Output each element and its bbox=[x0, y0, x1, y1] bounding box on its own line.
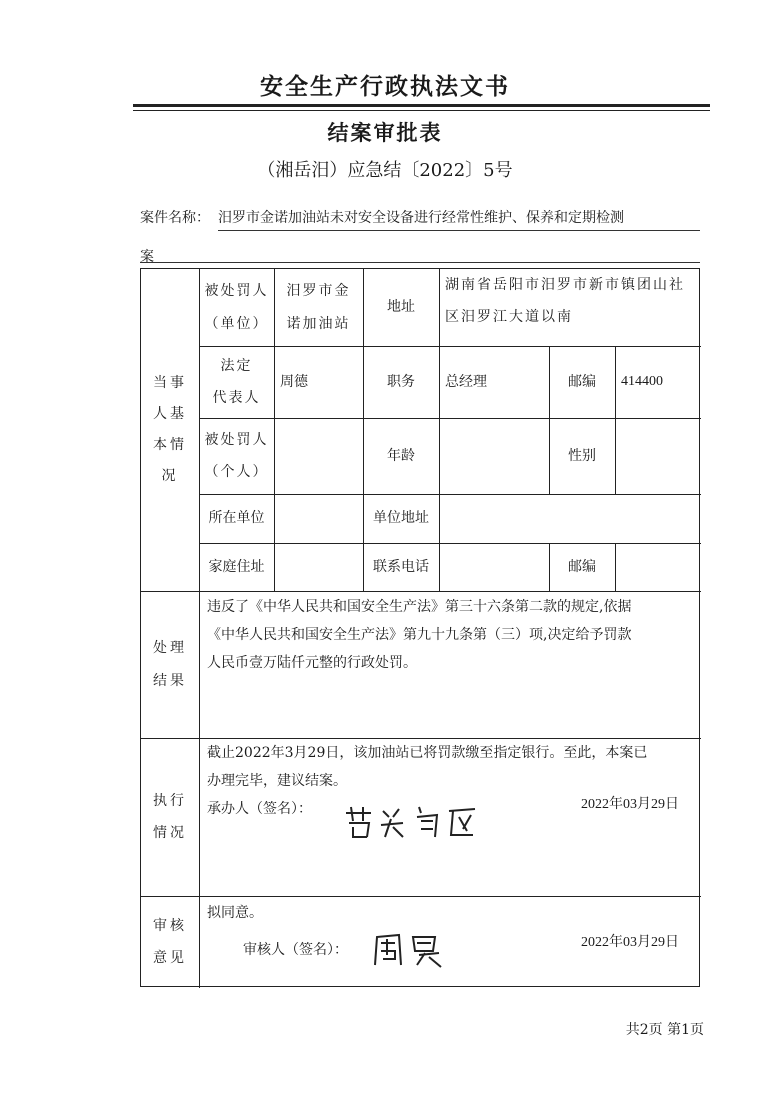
handling-line-1: 违反了《中华人民共和国安全生产法》第三十六条第二款的规定,依据 bbox=[207, 599, 632, 615]
case-name-label: 案件名称： bbox=[140, 210, 210, 226]
handling-line-2: 《中华人民共和国安全生产法》第九十九条第（三）项,决定给予罚款 bbox=[207, 627, 632, 643]
address-value-2: 区汨罗江大道以南 bbox=[445, 309, 573, 326]
position-value: 总经理 bbox=[445, 373, 487, 390]
legal-rep-label-1: 法定 bbox=[220, 357, 253, 374]
phone-label: 联系电话 bbox=[373, 558, 429, 575]
handling-section-label bbox=[141, 591, 199, 738]
execution-line-2: 办理完毕，建议结案。 bbox=[207, 773, 347, 789]
party-section-label bbox=[141, 269, 199, 591]
review-section-label bbox=[141, 896, 199, 988]
handler-signature-label: 承办人（签名）： bbox=[207, 801, 312, 817]
legal-rep-label bbox=[199, 346, 274, 418]
unit-party-label-1: 被处罚人 bbox=[204, 283, 269, 300]
home-address-label: 家庭住址 bbox=[208, 558, 265, 575]
reviewer-signature-label: 审核人（签名）： bbox=[243, 942, 348, 958]
unit-party-label bbox=[199, 269, 274, 346]
col-divider bbox=[615, 543, 616, 591]
section-divider bbox=[141, 896, 701, 897]
section-divider bbox=[141, 591, 701, 592]
unit-party-name-1: 汨罗市金 bbox=[286, 283, 351, 300]
handling-line-3: 人民币壹万陆仟元整的行政处罚。 bbox=[207, 655, 417, 671]
unit-party-label-2: （单位） bbox=[204, 315, 269, 332]
review-opinion: 拟同意。 bbox=[207, 905, 263, 921]
employer-label: 所在单位 bbox=[208, 510, 265, 527]
execution-section-text: 执行情况 bbox=[153, 792, 187, 841]
person-party-label-1: 被处罚人 bbox=[204, 431, 269, 448]
case-underline-1 bbox=[218, 230, 700, 231]
age-label: 年龄 bbox=[387, 447, 415, 464]
legal-rep-label-2: 代表人 bbox=[212, 390, 261, 406]
review-date: 2022年03月29日 bbox=[581, 935, 679, 950]
title-rule-thin bbox=[133, 110, 710, 111]
reviewer-signature bbox=[369, 929, 449, 969]
gender-label: 性别 bbox=[568, 447, 596, 464]
review-section-text: 审核意见 bbox=[153, 917, 187, 966]
execution-line-1: 截止2022年3月29日，该加油站已将罚款缴至指定银行。至此，本案已 bbox=[207, 745, 648, 761]
doc-number: （湘岳汨）应急结〔2022〕5号 bbox=[257, 160, 513, 181]
doc-title: 安全生产行政执法文书 bbox=[260, 73, 510, 100]
handling-section-text: 处理结果 bbox=[153, 640, 187, 689]
address-value-1: 湖南省岳阳市汨罗市新市镇团山社 bbox=[445, 277, 685, 293]
position-label: 职务 bbox=[387, 373, 415, 390]
case-name-line1: 汨罗市金诺加油站未对安全设备进行经常性维护、保养和定期检测 bbox=[218, 210, 624, 226]
person-party-label-2: （个人） bbox=[204, 464, 269, 480]
execution-date: 2022年03月29日 bbox=[581, 797, 679, 812]
person-party-label bbox=[199, 418, 274, 494]
postcode2-label: 邮编 bbox=[568, 558, 596, 575]
handling-text bbox=[207, 593, 699, 677]
title-rule-thick bbox=[133, 104, 710, 107]
page-indicator: 共2页 第1页 bbox=[625, 1022, 704, 1038]
address-value bbox=[439, 269, 701, 346]
address-label: 地址 bbox=[387, 299, 415, 316]
party-section-text: 当事人基本情况 bbox=[153, 375, 187, 484]
form-title: 结案审批表 bbox=[327, 120, 443, 145]
unit-party-name-2: 诺加油站 bbox=[286, 315, 351, 332]
execution-section-label bbox=[141, 738, 199, 896]
case-name-line2: 案 bbox=[140, 249, 154, 265]
approval-table bbox=[140, 268, 700, 987]
employer-address-label: 单位地址 bbox=[373, 510, 429, 527]
postcode-label: 邮编 bbox=[568, 373, 596, 390]
handler-signature bbox=[341, 801, 481, 841]
legal-rep-value: 周德 bbox=[280, 373, 308, 390]
case-underline-2 bbox=[140, 262, 700, 263]
postcode-value: 414400 bbox=[621, 373, 663, 389]
unit-party-name bbox=[274, 269, 363, 346]
